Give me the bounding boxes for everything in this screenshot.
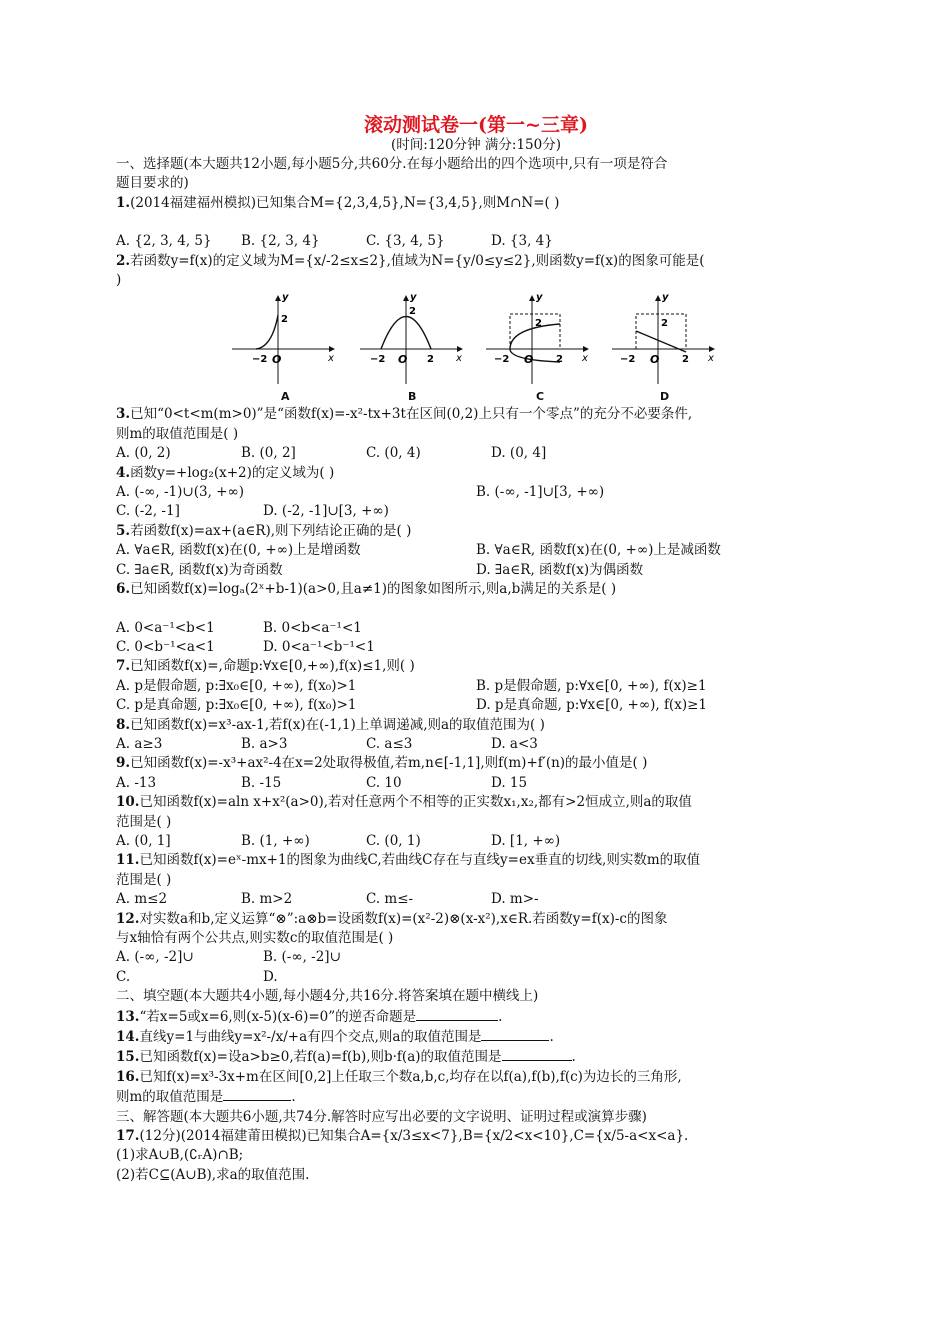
- option-a: A. (0, 1]: [116, 832, 171, 849]
- spacer: [116, 600, 836, 619]
- question-text: 已知函数f(x)=-x³+ax²-4在x=2处取得极值,若m,n∈[-1,1],则f(m)+f′(n)的最小值是( ): [130, 755, 648, 772]
- question-11: [116, 851, 836, 870]
- question-8: [116, 716, 836, 735]
- y-label: y: [410, 292, 417, 304]
- q7-options-cd: [116, 696, 836, 715]
- option-a: A. m≤2: [116, 891, 168, 908]
- trailing-period: .: [498, 1008, 503, 1025]
- answer-blank[interactable]: [481, 1027, 549, 1041]
- option-a: A. p是假命题, p:∃x₀∈[0, +∞), f(x₀)>1: [116, 677, 357, 694]
- exam-page: [116, 114, 836, 1185]
- option-a: A. (-∞, -2]∪: [116, 949, 194, 966]
- y-label: y: [536, 292, 543, 304]
- question-text: 函数y=+log₂(x+2)的定义域为( ): [130, 464, 335, 481]
- graph-c-label: C: [536, 390, 545, 404]
- q3-options: [116, 444, 836, 463]
- q4-options-cd: [116, 502, 836, 521]
- question-number: 7.: [116, 658, 131, 675]
- question-number: 3.: [116, 406, 131, 423]
- question-text: 若函数f(x)=ax+(a∈R),则下列结论正确的是( ): [130, 522, 412, 539]
- x-label: x: [708, 353, 714, 365]
- tick-neg2: −2: [370, 354, 386, 366]
- tick-2-y: 2: [661, 318, 668, 330]
- question-text: 已知函数f(x)=eˣ-mx+1的图象为曲线C,若曲线C存在与直线y=ex垂直的切线,则实数m的取值: [139, 852, 701, 869]
- question-16: [116, 1068, 836, 1087]
- q1-options: [116, 232, 836, 251]
- question-text: “若x=5或x=6,则(x-5)(x-6)=0”的逆否命题是: [139, 1008, 417, 1025]
- question-number: 12.: [116, 910, 140, 927]
- section1-header-cont: 题目要求的): [116, 175, 189, 192]
- trailing-period: .: [571, 1049, 576, 1066]
- question-number: 9.: [116, 755, 131, 772]
- section2-header: 二、填空题(本大题共4小题,每小题4分,共16分.将答案填在题中横线上): [116, 988, 539, 1005]
- curve: [256, 315, 278, 349]
- spacer: [116, 213, 836, 232]
- option-a: A. a≥3: [116, 735, 163, 752]
- graph-d-label: D: [660, 390, 670, 404]
- x-label: x: [582, 353, 588, 365]
- q8-options: [116, 735, 836, 754]
- option-d: D. p是真命题, p:∀x∈[0, +∞), f(x)≥1: [476, 697, 707, 714]
- question-number: 5.: [116, 522, 131, 539]
- option-c: C.: [116, 968, 131, 985]
- answer-blank[interactable]: [416, 1007, 498, 1021]
- option-c: C. 0<b⁻¹<a<1: [116, 638, 215, 655]
- question-2-cont: ): [116, 272, 122, 289]
- option-d: D. [1, +∞): [491, 832, 561, 849]
- section3-header: 三、解答题(本大题共6小题,共74分.解答时应写出必要的文字说明、证明过程或演算步骤): [116, 1108, 647, 1125]
- q4-options-ab: [116, 483, 836, 502]
- q12-options-cd: [116, 968, 836, 987]
- question-5: [116, 522, 836, 541]
- question-text: 若函数y=f(x)的定义域为M={x/-2≤x≤2},值域为N={y/0≤y≤2},则函数y=f(x)的图象可能是(: [130, 252, 705, 269]
- option-c: C. 10: [366, 774, 402, 791]
- tick-2-y: 2: [281, 314, 288, 326]
- question-3: [116, 405, 836, 424]
- question-4: [116, 464, 836, 483]
- page-subtitle: (时间:120分钟 满分:150分): [391, 137, 561, 153]
- option-c: C. a≤3: [366, 735, 413, 752]
- question-text: (12分)(2014福建莆田模拟)已知集合A={x/3≤x<7},B={x/2<x<10},C={x/5-a<x<a}.: [139, 1128, 689, 1145]
- option-b: B. ∀a∈R, 函数f(x)在(0, +∞)上是减函数: [476, 542, 721, 559]
- origin-label: O: [398, 353, 408, 367]
- question-number: 1.: [116, 194, 131, 211]
- option-c: C. (0, 1): [366, 832, 421, 849]
- question-number: 10.: [116, 794, 140, 811]
- tick-2-y: 2: [409, 306, 416, 318]
- tick-2-x: 2: [682, 354, 689, 366]
- q2-graphs: [116, 290, 836, 405]
- question-17: [116, 1127, 836, 1146]
- question-10-cont: 范围是( ): [116, 813, 172, 830]
- question-16-cont: [116, 1087, 836, 1107]
- question-text: 已知f(x)=x³-3x+m在区间[0,2]上任取三个数a,b,c,均存在以f(a),f(b),f(c)为边长的三角形,: [139, 1068, 682, 1085]
- question-text: 对实数a和b,定义运算“⊗”:a⊗b=设函数f(x)=(x²-2)⊗(x-x²),x∈R.若函数y=f(x)-c的图象: [139, 910, 668, 927]
- graph-b-label: B: [408, 390, 417, 404]
- page-title: 滚动测试卷一(第一~三章): [364, 114, 588, 136]
- question-number: 11.: [116, 852, 140, 869]
- option-d: D.: [263, 968, 278, 985]
- option-a: A. ∀a∈R, 函数f(x)在(0, +∞)上是增函数: [116, 542, 361, 559]
- question-6: [116, 580, 836, 599]
- question-3-cont: 则m的取值范围是( ): [116, 425, 239, 442]
- question-13: [116, 1007, 836, 1027]
- question-number: 16.: [116, 1068, 140, 1085]
- option-b: B. {2, 3, 4}: [241, 233, 320, 250]
- option-a: A. 0<a⁻¹<b<1: [116, 619, 215, 636]
- question-text: (2014福建福州模拟)已知集合M={2,3,4,5},N={3,4,5},则M∩N=( ): [130, 194, 560, 211]
- question-text: 已知函数f(x)=,命题p:∀x∈[0,+∞),f(x)≤1,则( ): [130, 658, 415, 675]
- tick-neg2: −2: [252, 354, 268, 366]
- question-14: [116, 1027, 836, 1047]
- question-text: 已知函数f(x)=x³-ax-1,若f(x)在(-1,1)上单调递减,则a的取值范围为( ): [130, 716, 545, 733]
- graph-c: [484, 290, 594, 390]
- origin-label: O: [524, 353, 534, 367]
- option-d: D. 0<a⁻¹<b⁻¹<1: [263, 638, 375, 655]
- question-text: 已知函数f(x)=设a>b≥0,若f(a)=f(b),则b·f(a)的取值范围是: [139, 1049, 502, 1066]
- question-number: 13.: [116, 1008, 140, 1025]
- option-c: C. {3, 4, 5}: [366, 233, 445, 250]
- x-label: x: [456, 353, 462, 365]
- option-b: B. (-∞, -2]∪: [263, 949, 341, 966]
- answer-blank[interactable]: [502, 1047, 572, 1061]
- question-9: [116, 754, 836, 773]
- graph-d: [610, 290, 720, 390]
- graph-a: [230, 290, 340, 390]
- option-a: A. {2, 3, 4, 5}: [116, 233, 212, 250]
- option-d: D. 15: [491, 774, 528, 791]
- trailing-period: .: [549, 1029, 554, 1046]
- question-number: 8.: [116, 716, 131, 733]
- q11-options: [116, 890, 836, 909]
- option-b: B. -15: [241, 774, 282, 791]
- q12-options-ab: [116, 948, 836, 967]
- graph-a-label: A: [281, 390, 290, 404]
- q9-options: [116, 774, 836, 793]
- question-11-cont: 范围是( ): [116, 871, 172, 888]
- y-label: y: [662, 292, 669, 304]
- q5-options-cd: [116, 561, 836, 580]
- question-2: [116, 252, 836, 271]
- origin-label: O: [272, 353, 282, 367]
- option-c: C. ∃a∈R, 函数f(x)为奇函数: [116, 561, 283, 578]
- option-d: D. (-2, -1]∪[3, +∞): [263, 503, 389, 520]
- option-d: D. ∃a∈R, 函数f(x)为偶函数: [476, 561, 644, 578]
- tick-neg2: −2: [494, 354, 510, 366]
- question-text: 已知“0<t<m(m>0)”是“函数f(x)=-x²-tx+3t在区间(0,2)上只有一个零点”的充分不必要条件,: [130, 406, 693, 423]
- option-b: B. p是假命题, p:∀x∈[0, +∞), f(x)≥1: [476, 677, 707, 694]
- option-b: B. (-∞, -1]∪[3, +∞): [476, 484, 605, 501]
- question-number: 14.: [116, 1029, 140, 1046]
- q10-options: [116, 832, 836, 851]
- question-15: [116, 1047, 836, 1067]
- q5-options-ab: [116, 541, 836, 560]
- option-b: B. m>2: [241, 891, 293, 908]
- question-12-cont: 与x轴恰有两个公共点,则实数c的取值范围是( ): [116, 930, 394, 946]
- question-number: 17.: [116, 1128, 140, 1145]
- option-c: C. (0, 4): [366, 445, 421, 462]
- option-a: A. (0, 2): [116, 445, 171, 462]
- option-b: B. (1, +∞): [241, 832, 310, 849]
- question-text: 已知函数f(x)=logₐ(2ˣ+b-1)(a>0,且a≠1)的图象如图所示,则a,b满足的关系是( ): [130, 581, 617, 598]
- origin-label: O: [650, 353, 660, 367]
- x-label: x: [328, 353, 334, 365]
- option-d: D. m>-: [491, 891, 539, 908]
- tick-2-y: 2: [535, 318, 542, 330]
- question-12: [116, 910, 836, 929]
- question-number: 6.: [116, 581, 131, 598]
- tick-2-x: 2: [427, 354, 434, 366]
- question-text: 则m的取值范围是: [116, 1089, 224, 1106]
- option-c: C. p是真命题, p:∃x₀∈[0, +∞), f(x₀)>1: [116, 697, 357, 714]
- q7-options-ab: [116, 677, 836, 696]
- option-a: A. -13: [116, 774, 157, 791]
- question-17-part-1: (1)求A∪B,(∁ᵣA)∩B;: [116, 1147, 244, 1164]
- question-text: 直线y=1与曲线y=x²-/x/+a有四个交点,则a的取值范围是: [139, 1029, 482, 1046]
- q6-options-cd: [116, 638, 836, 657]
- question-17-part-2: (2)若C⊆(A∪B),求a的取值范围.: [116, 1166, 310, 1183]
- option-c: C. (-2, -1]: [116, 503, 180, 520]
- answer-blank[interactable]: [223, 1087, 291, 1101]
- option-b: B. a>3: [241, 735, 288, 752]
- question-text: 已知函数f(x)=aln x+x²(a>0),若对任意两个不相等的正实数x₁,x₂,都有>2恒成立,则a的取值: [139, 794, 692, 811]
- question-10: [116, 793, 836, 812]
- option-b: B. 0<b<a⁻¹<1: [263, 619, 362, 636]
- question-number: 15.: [116, 1049, 140, 1066]
- section1-header: 一、选择题(本大题共12小题,每小题5分,共60分.在每小题给出的四个选项中,只有一项是符合: [116, 156, 668, 172]
- trailing-period: .: [291, 1089, 296, 1106]
- graph-b: [358, 290, 468, 390]
- option-d: D. (0, 4]: [491, 445, 547, 462]
- tick-2-x: 2: [556, 354, 563, 366]
- question-number: 2.: [116, 252, 131, 269]
- option-c: C. m≤-: [366, 891, 414, 908]
- question-number: 4.: [116, 464, 131, 481]
- option-d: D. {3, 4}: [491, 233, 553, 250]
- question-7: [116, 657, 836, 676]
- option-d: D. a<3: [491, 735, 538, 752]
- curve: [510, 324, 560, 362]
- option-b: B. (0, 2]: [241, 445, 296, 462]
- q6-options-ab: [116, 619, 836, 638]
- option-a: A. (-∞, -1)∪(3, +∞): [116, 484, 244, 501]
- question-1: [116, 194, 836, 213]
- tick-neg2: −2: [620, 354, 636, 366]
- y-label: y: [282, 292, 289, 304]
